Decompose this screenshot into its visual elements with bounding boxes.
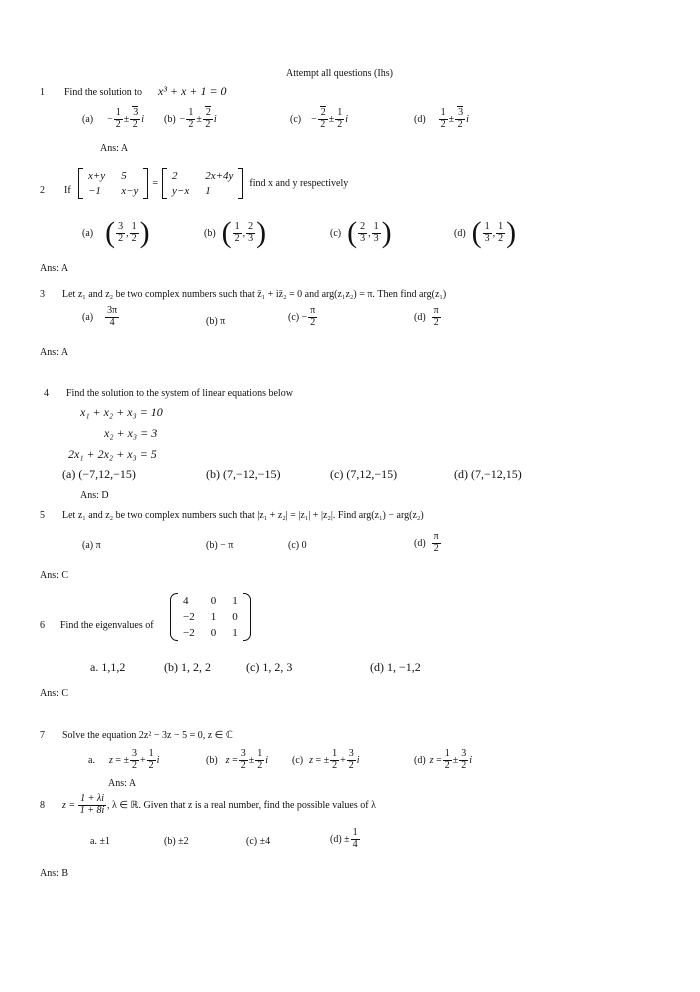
question-6-number: 6 (40, 620, 45, 631)
q7-option-a: a. z = ± $\frac{3}{2}$ + $\frac{1}{2}$ i (88, 748, 160, 771)
q4-option-a: (a) (−7,12,−15) (62, 467, 136, 481)
q3-option-c: (c) − $\frac{\pi}{2}$ (288, 305, 316, 328)
q3-option-b: (b) π (206, 316, 226, 327)
q4-equation-3: 2x₁ + 2x₂ + x₃ = 5 (68, 447, 157, 461)
q2-answer: Ans: A (40, 263, 69, 274)
question-1-equation: x³ + x + 1 = 0 (158, 84, 227, 98)
q1-option-b: (b) − $\frac{1}{2}$ ± $\frac{2}{2}$ i (164, 107, 217, 130)
question-7-number: 7 (40, 730, 45, 741)
q7-option-c: (c) z = ± $\frac{1}{2}$ + $\frac{3}{2}$ i (292, 748, 360, 771)
q4-equation-2: x₂ + x₃ = 3 (104, 426, 158, 440)
question-3-prompt: Let z₁ and z₂ be two complex numbers such that z̄₁ + iz̄₂ = 0 and arg(z₁z₂) = π. Then find arg(z₁) (62, 289, 447, 300)
question-1-number: 1 (40, 87, 45, 98)
q1-answer: Ans: A (100, 143, 129, 154)
q1-option-d-label: (d) (414, 113, 426, 125)
question-6-prompt: Find the eigenvalues of (60, 620, 154, 631)
q8-expression: z = $\frac{1 + \lambda i}{1 + 8i}$ , λ ∈ ℝ. Given that z is a real number, find the possible values of λ (62, 793, 376, 816)
q6-option-d: (d) 1, −1,2 (370, 660, 421, 674)
q4-option-b: (b) (7,−12,−15) (206, 467, 281, 481)
q1-option-d: (d) $\frac{1}{2}$ ± $\frac{3}{2}$ i (414, 107, 469, 130)
question-8-prompt: , λ ∈ ℝ. Given that z is a real number, find the possible values of λ (107, 799, 376, 811)
q2-left-matrix: x+y 5 −1 x−y (78, 168, 148, 199)
q2-option-d: (d) ( $\frac{1}{3}$ , $\frac{1}{2}$ ) (454, 216, 517, 249)
q5-option-a: (a) π (82, 540, 101, 551)
q5-option-c: (c) 0 (288, 540, 307, 551)
q1-option-a-label: (a) (82, 113, 94, 125)
q6-option-c: (c) 1, 2, 3 (246, 660, 293, 674)
q8-option-b: (b) ±2 (164, 836, 189, 847)
q1-option-c-label: (c) (290, 113, 302, 125)
q5-answer: Ans: C (40, 570, 69, 581)
question-5-number: 5 (40, 510, 45, 521)
q2-right-matrix: 2 2x+4y y−x 1 (162, 168, 243, 199)
q2-option-a: (a) ( $\frac{3}{2}$ , $\frac{1}{2}$ ) (82, 216, 150, 249)
q6-matrix: 4 0 1 −2 1 0 −2 0 1 (170, 593, 251, 641)
question-1-prompt: Find the solution to (64, 87, 143, 98)
question-7-prompt: Solve the equation 2z² − 3z − 5 = 0, z ∈ ℂ (62, 730, 233, 741)
q7-option-d: (d) z = $\frac{1}{2}$ ± $\frac{3}{2}$ i (414, 748, 472, 771)
page-header: Attempt all questions (Ihs) (286, 68, 393, 79)
q3-answer: Ans: A (40, 347, 69, 358)
q2-option-c: (c) ( $\frac{2}{3}$ , $\frac{1}{3}$ ) (330, 216, 392, 249)
q4-option-c: (c) (7,12,−15) (330, 467, 398, 481)
question-4-prompt: Find the solution to the system of linear equations below (66, 388, 293, 399)
question-3-number: 3 (40, 289, 45, 300)
q1-option-b-label: (b) (164, 113, 176, 125)
q7-answer: Ans: A (108, 778, 137, 789)
q2-matrix-equation: x+y 5 −1 x−y = 2 2x+4y y−x 1 find x and y respectively (78, 168, 348, 199)
q8-option-c: (c) ±4 (246, 836, 271, 847)
q4-option-d: (d) (7,−12,15) (454, 467, 522, 481)
q5-option-d: (d) $\frac{\pi}{2}$ (414, 531, 439, 554)
q5-option-b: (b) − π (206, 540, 234, 551)
q1-option-c: (c) − $\frac{2}{2}$ ± $\frac{1}{2}$ i (290, 107, 349, 130)
q8-answer: Ans: B (40, 868, 69, 879)
q4-answer: Ans: D (80, 490, 109, 501)
question-2-if: If (64, 185, 71, 196)
q1-option-a: (a) − $\frac{1}{2}$ ± $\frac{3}{2}$ i (82, 107, 145, 130)
question-5-prompt: Let z₁ and z₂ be two complex numbers such that |z₁ + z₂| = |z₁| + |z₂|. Find arg(z₁) − arg(z₂) (62, 510, 424, 521)
q7-option-b: (b) z = $\frac{3}{2}$ ± $\frac{1}{2}$ i (206, 748, 268, 771)
question-8-number: 8 (40, 800, 45, 811)
q3-option-a: (a) $\frac{3\pi}{4}$ (82, 305, 118, 328)
q8-option-a: a. ±1 (90, 836, 110, 847)
q6-answer: Ans: C (40, 688, 69, 699)
q6-option-a: a. 1,1,2 (90, 660, 126, 674)
q4-equation-1: x₁ + x₂ + x₃ = 10 (80, 405, 163, 419)
question-4-number: 4 (44, 388, 49, 399)
question-2-number: 2 (40, 185, 45, 196)
q6-option-b: (b) 1, 2, 2 (164, 660, 211, 674)
q2-option-b: (b) ( $\frac{1}{2}$ , $\frac{2}{3}$ ) (204, 216, 267, 249)
q8-option-d: (d) ± $\frac{1}{4}$ (330, 827, 358, 850)
q3-option-d: (d) $\frac{\pi}{2}$ (414, 305, 439, 328)
question-2-prompt: find x and y respectively (249, 178, 349, 189)
